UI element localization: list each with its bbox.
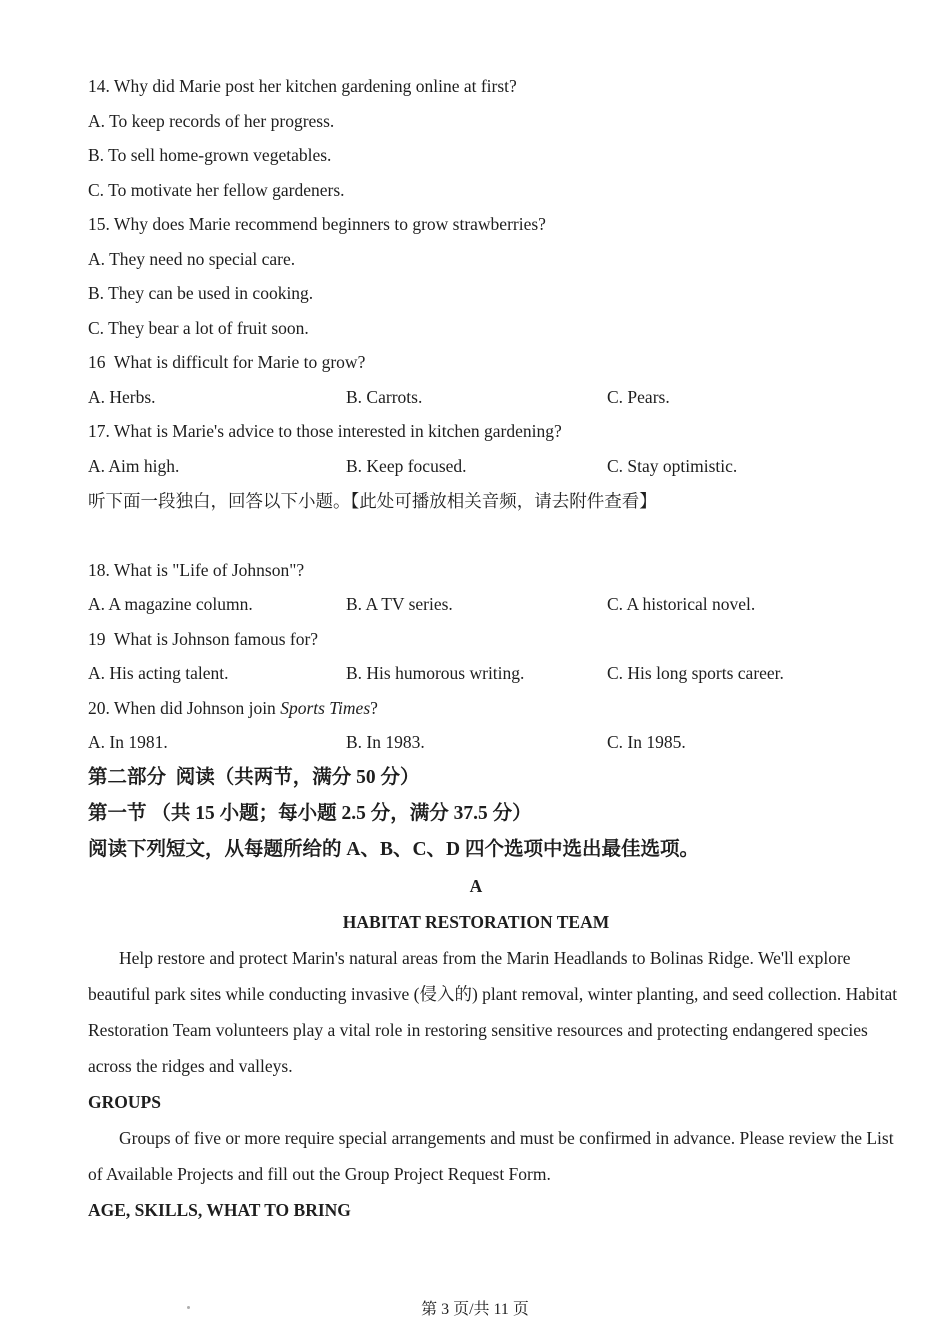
question-19-text: 19 What is Johnson famous for?	[88, 628, 319, 649]
part2-instruction: 阅读下列短文，从每题所给的 A、B、C、D 四个选项中选出最佳选项。	[88, 838, 700, 860]
blank-line	[88, 518, 864, 553]
groups-line-1: Groups of five or more require special arrangements and must be confirmed in advance. Please review the List	[119, 1127, 894, 1148]
question-18-option-a: A. A magazine column.	[88, 594, 253, 615]
part2-heading: 第二部分 阅读（共两节，满分 50 分）	[88, 766, 420, 788]
question-15-text: 15. Why does Marie recommend beginners to grow strawberries?	[88, 214, 546, 235]
question-16-text: 16 What is difficult for Marie to grow?	[88, 352, 366, 373]
question-20-suffix: ?	[370, 697, 378, 718]
question-16-option-c: C. Pears.	[607, 386, 670, 407]
question-18-options-row	[88, 587, 864, 622]
question-14-option-a: A. To keep records of her progress.	[88, 110, 335, 131]
question-17-option-b: B. Keep focused.	[346, 456, 467, 477]
question-20-option-c: C. In 1985.	[607, 732, 686, 753]
question-17-text: 17. What is Marie's advice to those interested in kitchen gardening?	[88, 421, 562, 442]
reading-section	[88, 760, 898, 1228]
groups-heading: GROUPS	[88, 1091, 161, 1112]
question-19-options-row	[88, 656, 864, 691]
question-19-option-a: A. His acting talent.	[88, 663, 229, 684]
question-18-text: 18. What is "Life of Johnson"?	[88, 559, 305, 580]
question-16-options-row	[88, 380, 864, 415]
question-20-option-a: A. In 1981.	[88, 732, 168, 753]
age-skills-heading: AGE, SKILLS, WHAT TO BRING	[88, 1199, 351, 1220]
passage-intro-line-4: across the ridges and valleys.	[88, 1055, 293, 1076]
listening-monologue-instruction: 听下面一段独白，回答以下小题。【此处可播放相关音频，请去附件查看】	[88, 490, 657, 511]
question-18-option-c: C. A historical novel.	[607, 594, 756, 615]
listening-questions-section	[88, 69, 864, 760]
question-18-option-b: B. A TV series.	[346, 594, 453, 615]
passage-intro-line-2: beautiful park sites while conducting invasive (侵入的) plant removal, winter planting, and seed collection. Habitat	[88, 983, 898, 1004]
question-20-publication-name: Sports Times	[280, 697, 371, 718]
question-15-option-a: A. They need no special care.	[88, 248, 296, 269]
groups-line-2: of Available Projects and fill out the Group Project Request Form.	[88, 1163, 551, 1184]
question-20-prefix: 20. When did Johnson join	[88, 697, 281, 718]
question-16-option-b: B. Carrots.	[346, 386, 423, 407]
question-20-option-b: B. In 1983.	[346, 732, 425, 753]
question-14-option-c: C. To motivate her fellow gardeners.	[88, 179, 345, 200]
question-17-options-row	[88, 449, 864, 484]
question-15-option-c: C. They bear a lot of fruit soon.	[88, 317, 309, 338]
question-14-option-b: B. To sell home-grown vegetables.	[88, 145, 332, 166]
question-16-option-a: A. Herbs.	[88, 386, 156, 407]
question-19-option-b: B. His humorous writing.	[346, 663, 525, 684]
question-17-option-c: C. Stay optimistic.	[607, 456, 738, 477]
passage-label: A	[469, 875, 483, 896]
question-19-option-c: C. His long sports career.	[607, 663, 784, 684]
passage-title: HABITAT RESTORATION TEAM	[342, 911, 610, 932]
passage-intro-line-1: Help restore and protect Marin's natural areas from the Marin Headlands to Bolinas Ridge. We'll explore	[119, 947, 851, 968]
question-20-options-row	[88, 725, 864, 760]
question-15-option-b: B. They can be used in cooking.	[88, 283, 314, 304]
question-17-option-a: A. Aim high.	[88, 456, 180, 477]
question-20-text	[88, 691, 864, 726]
page-number-footer: 第 3 页/共 11 页	[421, 1301, 529, 1318]
question-14-text: 14. Why did Marie post her kitchen gardening online at first?	[88, 76, 517, 96]
part2-section1-heading: 第一节 （共 15 小题；每小题 2.5 分，满分 37.5 分）	[88, 802, 532, 824]
passage-intro-line-3: Restoration Team volunteers play a vital role in restoring sensitive resources and protecting endangered species	[88, 1019, 868, 1040]
